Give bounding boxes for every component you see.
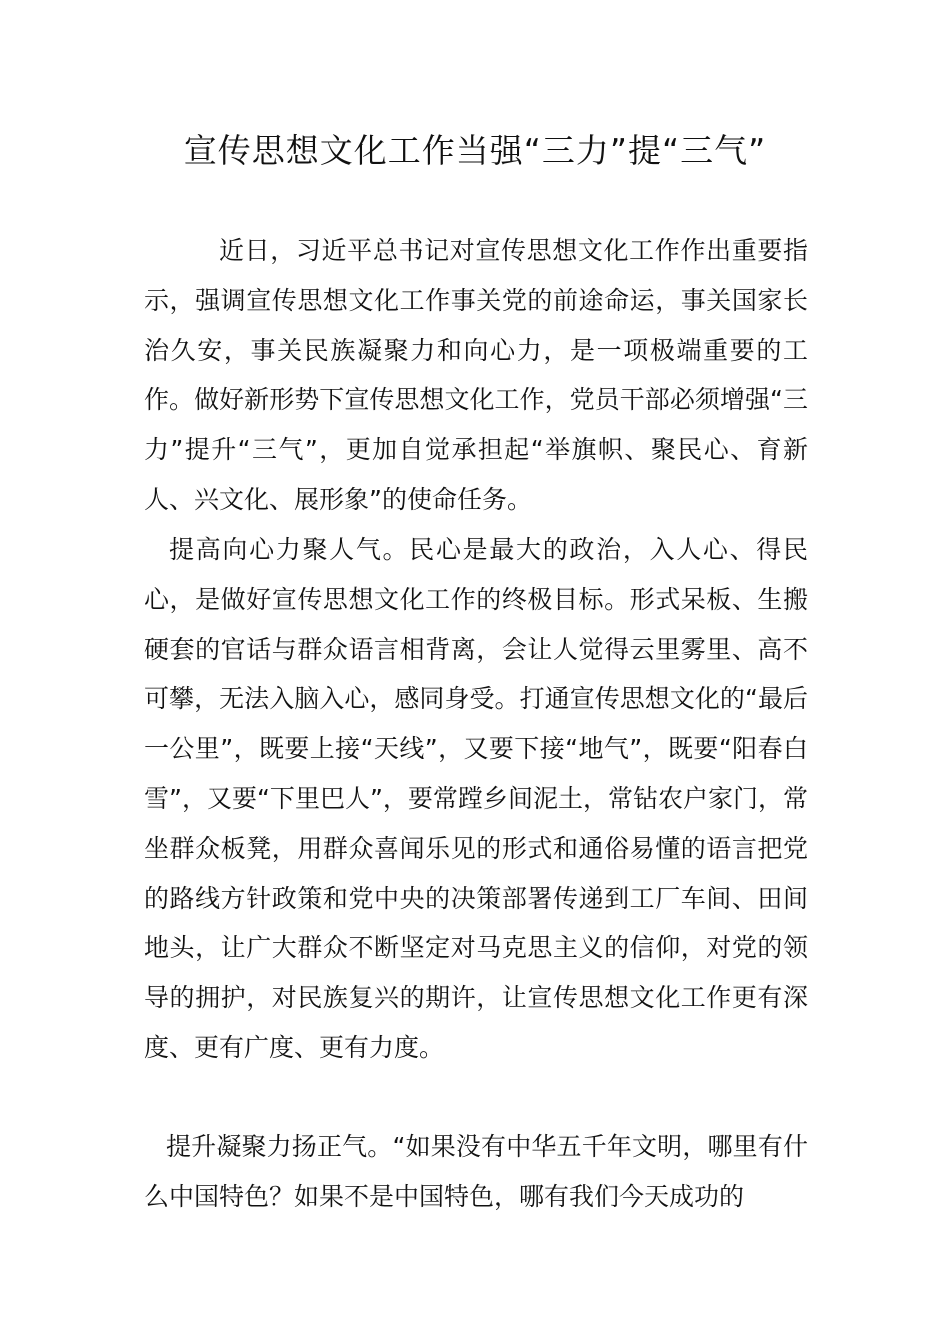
document-title: 宣传思想文化工作当强“三力”提“三气” <box>183 131 767 170</box>
paragraph-unity-integrity: 提升凝聚力扬正气。“如果没有中华五千年文明，哪里有什么中国特色？如果不是中国特色，哪有我们今天成功的 <box>144 1132 808 1211</box>
paragraph-intro: 近日，习近平总书记对宣传思想文化工作作出重要指示，强调宣传思想文化工作事关党的前途命运，事关国家长治久安，事关民族凝聚力和向心力，是一项极端重要的工作。做好新形势下宣传思想文化工作，党员干部必须增强“三力”提升“三气”，更加自觉承担起“举旗帜、聚民心、育新人、兴文化、展形象”的使命任务。 <box>144 236 808 514</box>
paragraph-cohesion-popularity: 提高向心力聚人气。民心是最大的政治，入人心、得民心，是做好宣传思想文化工作的终极目标。形式呆板、生搬硬套的官话与群众语言相背离，会让人觉得云里雾里、高不可攀，无法入脑入心，感同身受。打通宣传思想文化的“最后一公里”，既要上接“天线”，又要下接“地气”，既要“阳春白雪”，又要“下里巴人”，要常蹚乡间泥土，常钻农户家门，常坐群众板凳，用群众喜闻乐见的形式和通俗易懂的语言把党的路线方针政策和党中央的决策部署传递到工厂车间、田间地头，让广大群众不断坚定对马克思主义的信仰，对党的领导的拥护，对民族复兴的期许，让宣传思想文化工作更有深度、更有广度、更有力度。 <box>144 535 808 1062</box>
